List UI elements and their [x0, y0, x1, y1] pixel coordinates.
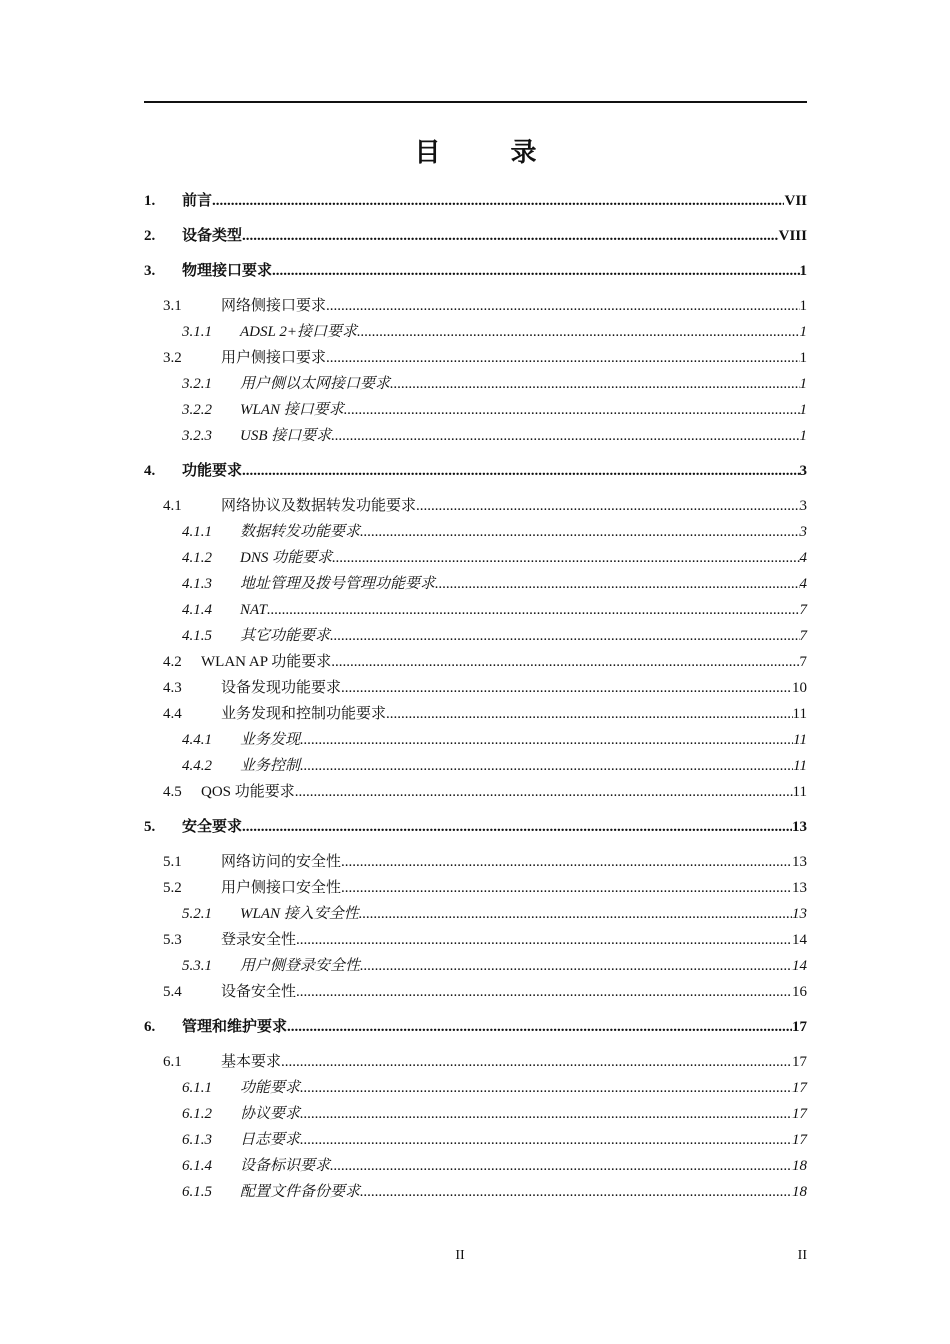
toc-dot-leader — [212, 188, 784, 214]
toc-entry-title: 网络侧接口要求 — [221, 298, 327, 314]
toc-entry-number: 3.2 — [163, 350, 182, 366]
toc-entry-title: 用户侧登录安全性 — [240, 958, 361, 974]
toc-entry-page: 11 — [793, 758, 807, 774]
toc-entry-page: 13 — [792, 880, 807, 896]
toc-entry-level-3[interactable] — [144, 371, 807, 397]
toc-entry-page: 7 — [799, 628, 807, 644]
toc-dot-leader — [295, 779, 793, 805]
toc-entry-number: 4.4.1 — [182, 732, 212, 748]
toc-dot-leader — [359, 901, 792, 927]
toc-entry-level-3[interactable] — [144, 1075, 807, 1101]
toc-entry-number: 5.3.1 — [182, 958, 212, 974]
toc-entry-title: USB 接口要求 — [240, 428, 332, 444]
toc-entry-page: 1 — [799, 402, 807, 418]
toc-entry-number: 4. — [144, 463, 156, 479]
toc-entry-number: 4.5 — [163, 784, 182, 800]
toc-entry-title: 设备安全性 — [221, 984, 297, 1000]
toc-entry-title: 用户侧接口要求 — [221, 350, 327, 366]
toc-entry-number: 4.4.2 — [182, 758, 212, 774]
toc-entry-page: 14 — [792, 932, 807, 948]
toc-entry-number: 3.2.2 — [182, 402, 212, 418]
toc-entry-number: 3.1.1 — [182, 324, 212, 340]
toc-entry-level-3[interactable] — [144, 623, 807, 649]
toc-entry-number: 5.2 — [163, 880, 182, 896]
toc-entry-level-2[interactable] — [144, 979, 807, 1005]
toc-dot-leader — [296, 979, 792, 1005]
toc-entry-title: ADSL 2+接口要求 — [240, 324, 357, 340]
toc-dot-leader — [326, 293, 799, 319]
toc-entry-title: QOS 功能要求 — [201, 784, 295, 800]
toc-entry-page: 10 — [792, 680, 807, 696]
toc-entry-number: 5.3 — [163, 932, 182, 948]
toc-entry-page: 16 — [792, 984, 807, 1000]
toc-entry-level-3[interactable] — [144, 753, 807, 779]
toc-entry-page: 17 — [792, 1054, 807, 1070]
toc-dot-leader — [272, 258, 799, 284]
toc-entry-page: 4 — [799, 550, 807, 566]
toc-entry-number: 3. — [144, 263, 156, 279]
toc-entry-title: 业务发现 — [240, 732, 301, 748]
toc-entry-page: VII — [784, 193, 807, 209]
toc-entry-page: 11 — [792, 706, 807, 722]
toc-entry-level-2[interactable] — [144, 345, 807, 371]
toc-dot-leader — [386, 701, 793, 727]
toc-dot-leader — [242, 814, 792, 840]
toc-entry-title: WLAN AP 功能要求 — [201, 654, 332, 670]
toc-entry-title: 安全要求 — [182, 819, 243, 835]
toc-entry-title: 登录安全性 — [221, 932, 297, 948]
toc-entry-page: 17 — [792, 1132, 807, 1148]
toc-entry-page: 1 — [799, 350, 807, 366]
toc-entry-title: 设备类型 — [182, 228, 243, 244]
toc-entry-level-3[interactable] — [144, 571, 807, 597]
toc-dot-leader — [435, 571, 799, 597]
toc-entry-level-3[interactable] — [144, 597, 807, 623]
toc-entry-page: 13 — [792, 906, 807, 922]
toc-entry-level-2[interactable] — [144, 1049, 807, 1075]
toc-entry-page: 7 — [799, 654, 807, 670]
toc-dot-leader — [341, 849, 792, 875]
toc-entry-level-3[interactable] — [144, 953, 807, 979]
toc-entry-page: 3 — [799, 524, 807, 540]
toc-dot-leader — [300, 1101, 792, 1127]
toc-entry-title: 功能要求 — [240, 1080, 301, 1096]
toc-entry-title: 基本要求 — [221, 1054, 282, 1070]
toc-entry-number: 5. — [144, 819, 156, 835]
toc-entry-page: 18 — [792, 1184, 807, 1200]
toc-entry-title: 用户侧接口安全性 — [221, 880, 342, 896]
toc-entry-page: VIII — [778, 228, 807, 244]
footer-page-number-center: II — [455, 1248, 465, 1263]
toc-entry-level-2[interactable] — [144, 927, 807, 953]
toc-dot-leader — [341, 675, 792, 701]
toc-entry-level-2[interactable] — [144, 493, 807, 519]
toc-entry-title: WLAN 接口要求 — [240, 402, 344, 418]
toc-entry-number: 6.1.3 — [182, 1132, 212, 1148]
toc-entry-page: 13 — [792, 819, 807, 835]
toc-dot-leader — [326, 345, 799, 371]
toc-entry-level-3[interactable] — [144, 1179, 807, 1205]
toc-entry-level-3[interactable] — [144, 1101, 807, 1127]
toc-entry-level-1[interactable] — [144, 814, 807, 840]
toc-entry-level-2[interactable] — [144, 649, 807, 675]
toc-entry-number: 4.1.4 — [182, 602, 212, 618]
toc-dot-leader — [296, 927, 792, 953]
toc-entry-title: DNS 功能要求 — [240, 550, 333, 566]
toc-dot-leader — [344, 397, 800, 423]
toc-entry-level-1[interactable] — [144, 1014, 807, 1040]
toc-entry-title: 功能要求 — [182, 463, 243, 479]
toc-entry-number: 6.1.4 — [182, 1158, 212, 1174]
toc-entry-level-3[interactable] — [144, 423, 807, 449]
header-rule — [144, 101, 807, 103]
toc-entry-number: 3.1 — [163, 298, 182, 314]
toc-dot-leader — [242, 223, 779, 249]
toc-dot-leader — [330, 623, 799, 649]
toc-entry-page: 14 — [792, 958, 807, 974]
toc-entry-page: 17 — [792, 1106, 807, 1122]
toc-dot-leader — [332, 545, 799, 571]
toc-entry-level-3[interactable] — [144, 519, 807, 545]
toc-title: 目 录 — [414, 138, 559, 167]
toc-entry-level-2[interactable] — [144, 675, 807, 701]
toc-entry-level-2[interactable] — [144, 875, 807, 901]
toc-entry-level-3[interactable] — [144, 727, 807, 753]
toc-entry-page: 13 — [792, 854, 807, 870]
toc-entry-number: 1. — [144, 193, 156, 209]
toc-dot-leader — [330, 1153, 792, 1179]
toc-dot-leader — [360, 519, 799, 545]
toc-entry-level-2[interactable] — [144, 293, 807, 319]
toc-dot-leader — [300, 1075, 792, 1101]
toc-entry-level-3[interactable] — [144, 319, 807, 345]
toc-entry-level-2[interactable] — [144, 779, 807, 805]
toc-entry-level-3[interactable] — [144, 1127, 807, 1153]
toc-entry-number: 6.1 — [163, 1054, 182, 1070]
toc-entry-title: 设备标识要求 — [240, 1158, 331, 1174]
toc-dot-leader — [331, 649, 799, 675]
toc-entry-level-3[interactable] — [144, 901, 807, 927]
toc-entry-level-2[interactable] — [144, 701, 807, 727]
toc-entry-number: 4.1.5 — [182, 628, 212, 644]
toc-entry-title: 网络访问的安全性 — [221, 854, 342, 870]
toc-entry-title: NAT — [240, 602, 267, 618]
toc-entry-title: 地址管理及拨号管理功能要求 — [240, 576, 436, 592]
toc-entry-title: 业务控制 — [240, 758, 301, 774]
toc-dot-leader — [242, 458, 799, 484]
toc-entry-page: 4 — [799, 576, 807, 592]
toc-entry-number: 4.1.1 — [182, 524, 212, 540]
toc-entry-number: 3.2.1 — [182, 376, 212, 392]
toc-entry-page: 3 — [799, 498, 807, 514]
toc-entry-level-3[interactable] — [144, 545, 807, 571]
toc-entry-number: 4.3 — [163, 680, 182, 696]
toc-entry-page: 1 — [799, 298, 807, 314]
toc-dot-leader — [416, 493, 799, 519]
toc-dot-leader — [331, 423, 799, 449]
toc-dot-leader — [300, 727, 793, 753]
toc-entry-title: 物理接口要求 — [182, 263, 273, 279]
toc-dot-leader — [341, 875, 792, 901]
toc-entry-title: 日志要求 — [240, 1132, 301, 1148]
toc-entry-page: 11 — [793, 732, 807, 748]
toc-dot-leader — [360, 953, 792, 979]
toc-entry-number: 5.4 — [163, 984, 182, 1000]
table-of-contents — [144, 188, 807, 1205]
toc-entry-title: 网络协议及数据转发功能要求 — [221, 498, 417, 514]
toc-entry-number: 4.4 — [163, 706, 182, 722]
toc-entry-level-3[interactable] — [144, 397, 807, 423]
toc-entry-title: 设备发现功能要求 — [221, 680, 342, 696]
toc-dot-leader — [281, 1049, 792, 1075]
toc-entry-page: 7 — [799, 602, 807, 618]
toc-entry-number: 5.1 — [163, 854, 182, 870]
toc-dot-leader — [390, 371, 799, 397]
toc-entry-title: 配置文件备份要求 — [240, 1184, 361, 1200]
toc-entry-page: 17 — [792, 1019, 807, 1035]
toc-entry-page: 1 — [799, 263, 807, 279]
toc-entry-level-1[interactable] — [144, 223, 807, 249]
toc-entry-number: 2. — [144, 228, 156, 244]
toc-entry-page: 3 — [799, 463, 807, 479]
toc-entry-number: 4.2 — [163, 654, 182, 670]
toc-entry-level-3[interactable] — [144, 1153, 807, 1179]
toc-entry-title: 前言 — [182, 193, 213, 209]
toc-entry-title: 其它功能要求 — [240, 628, 331, 644]
toc-dot-leader — [300, 753, 793, 779]
toc-dot-leader — [360, 1179, 792, 1205]
toc-entry-page: 1 — [799, 376, 807, 392]
toc-entry-level-1[interactable] — [144, 188, 807, 214]
toc-entry-number: 3.2.3 — [182, 428, 212, 444]
toc-entry-number: 6.1.1 — [182, 1080, 212, 1096]
toc-entry-page: 1 — [799, 428, 807, 444]
toc-entry-number: 6. — [144, 1019, 156, 1035]
toc-entry-level-1[interactable] — [144, 258, 807, 284]
toc-entry-number: 4.1.3 — [182, 576, 212, 592]
toc-entry-page: 1 — [799, 324, 807, 340]
toc-entry-number: 6.1.5 — [182, 1184, 212, 1200]
toc-entry-number: 4.1.2 — [182, 550, 212, 566]
toc-entry-page: 18 — [792, 1158, 807, 1174]
toc-entry-page: 17 — [792, 1080, 807, 1096]
toc-dot-leader — [300, 1127, 792, 1153]
footer-page-number-right: II — [797, 1248, 807, 1263]
toc-entry-page: 11 — [792, 784, 807, 800]
toc-entry-title: 数据转发功能要求 — [240, 524, 361, 540]
toc-dot-leader — [287, 1014, 792, 1040]
toc-entry-number: 4.1 — [163, 498, 182, 514]
toc-entry-title: 用户侧以太网接口要求 — [240, 376, 391, 392]
toc-entry-title: 管理和维护要求 — [182, 1019, 288, 1035]
toc-entry-level-1[interactable] — [144, 458, 807, 484]
toc-entry-number: 5.2.1 — [182, 906, 212, 922]
toc-entry-number: 6.1.2 — [182, 1106, 212, 1122]
toc-entry-title: 业务发现和控制功能要求 — [221, 706, 387, 722]
toc-entry-level-2[interactable] — [144, 849, 807, 875]
toc-entry-title: WLAN 接入安全性 — [240, 906, 359, 922]
toc-dot-leader — [267, 597, 800, 623]
toc-entry-title: 协议要求 — [240, 1106, 301, 1122]
toc-dot-leader — [357, 319, 800, 345]
